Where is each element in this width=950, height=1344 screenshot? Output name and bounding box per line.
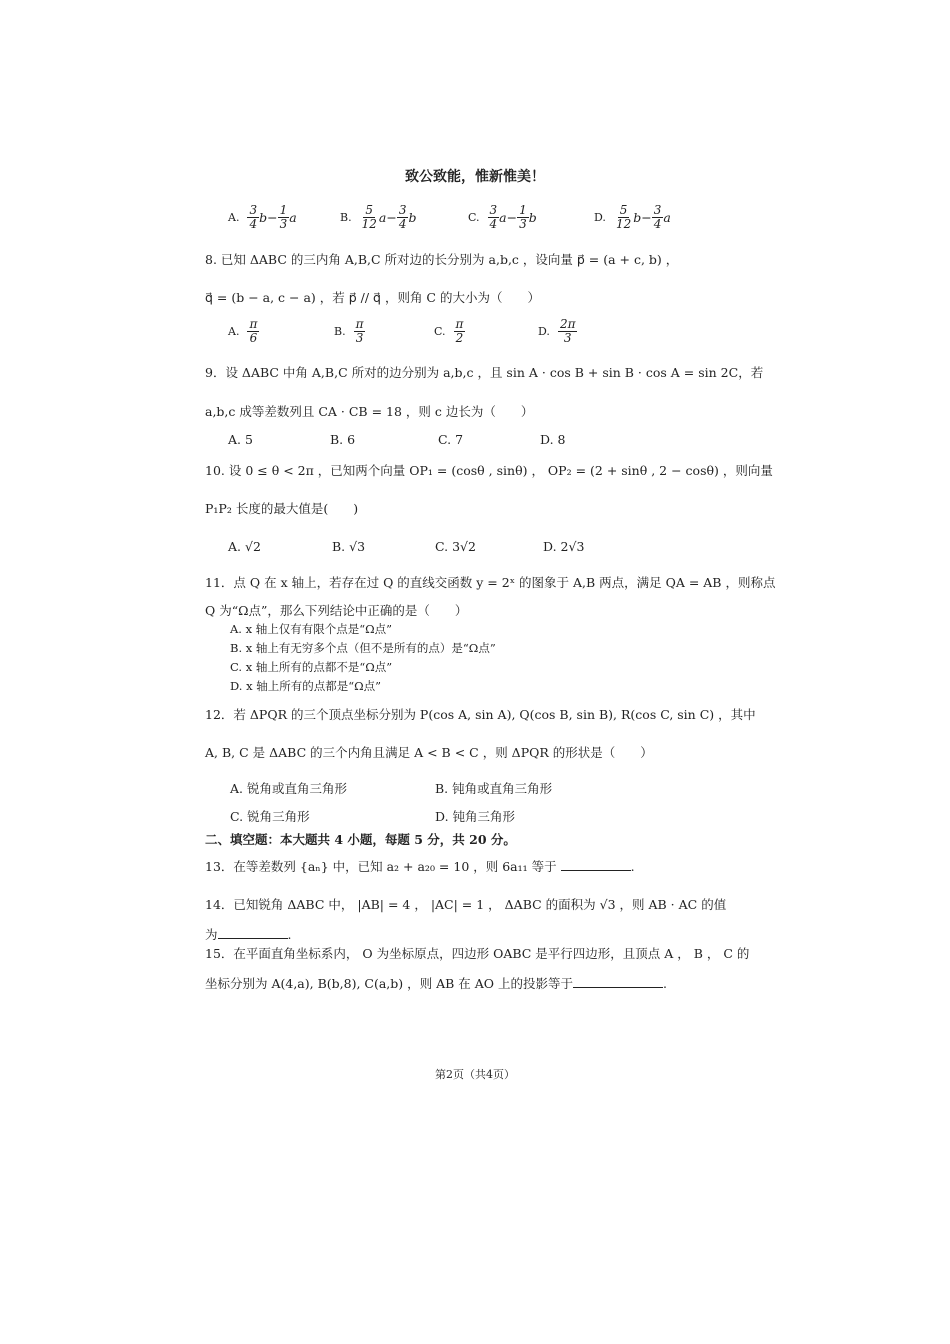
q9-option-a: A. 5 [228, 432, 253, 447]
section-2-heading: 二、填空题：本大题共 4 小题，每题 5 分，共 20 分。 [205, 832, 516, 847]
q9-line-2: a,b,c 成等差数列且 CA · CB = 18 ，则 c 边长为（ ） [205, 404, 534, 419]
q11-line-2: Q 为“Ω点”，那么下列结论中正确的是（ ） [205, 603, 468, 618]
q15-line-2: 坐标分别为 A(4,a), B(b,8), C(a,b) ，则 AB 在 AO 上的投影等于 . [205, 976, 667, 991]
page-footer: 第2页（共4页） [435, 1068, 515, 1081]
q12-option-b: B. 钝角或直角三角形 [435, 781, 553, 796]
q10-line-1: 10. 设 0 ≤ θ < 2π ，已知两个向量 OP₁ = (cosθ , sinθ) ， OP₂ = (2 + sinθ , 2 − cosθ) ，则向量 [205, 463, 773, 478]
q9-option-c: C. 7 [438, 432, 464, 447]
q11-line-1: 11．点 Q 在 x 轴上，若存在过 Q 的直线交函数 y = 2ˣ 的图象于 A,B 两点，满足 QA = AB ，则称点 [205, 575, 776, 590]
q8-line-1: 8. 已知 ΔABC 的三内角 A,B,C 所对边的长分别为 a,b,c ，设向量 p⃗ = (a + c, b) ， [205, 252, 679, 267]
q8-option-d: D. $\frac{2\pi}{3}$ [538, 317, 576, 345]
q7-option-b: B. $\frac{5}{12}$ a − $\frac{3}{4}$ b [340, 203, 417, 231]
q14-line-2: 为 . [205, 927, 292, 942]
q15-answer-blank[interactable] [573, 975, 663, 988]
q10-option-a: A. √2 [228, 539, 261, 554]
q8-option-c: C. $\frac{\pi}{2}$ [434, 317, 464, 345]
q11-option-b: B. x 轴上有无穷多个点（但不是所有的点）是“Ω点” [230, 641, 496, 655]
q10-option-b: B. √3 [332, 539, 366, 554]
q9-option-b: B. 6 [330, 432, 356, 447]
q8-options [228, 318, 748, 358]
q12-option-c: C. 锐角三角形 [230, 809, 310, 824]
q15-line-1: 15．在平面直角坐标系内， O 为坐标原点，四边形 OABC 是平行四边形，且顶点 A ， B ， C 的 [205, 946, 750, 961]
page-header: 致公致能，惟新惟美！ [405, 169, 545, 185]
q10-line-2: P₁P₂ 长度的最大值是( ) [205, 501, 359, 516]
q10-option-d: D. 2√3 [543, 539, 585, 554]
q8-option-b: B. $\frac{\pi}{3}$ [334, 317, 364, 345]
q12-line-2: A, B, C 是 ΔABC 的三个内角且满足 A < B < C ，则 ΔPQR 的形状是（ ） [205, 745, 653, 760]
q7-options [228, 204, 748, 244]
q9-line-1: 9．设 ΔABC 中角 A,B,C 所对的边分别为 a,b,c ，且 sin A · cos B + sin B · cos A = sin 2C，若 [205, 365, 764, 380]
q12-line-1: 12．若 ΔPQR 的三个顶点坐标分别为 P(cos A, sin A), Q(cos B, sin B), R(cos C, sin C) ，其中 [205, 707, 756, 722]
q8-line-2: q⃗ = (b − a, c − a) ，若 p⃗ // q⃗ ，则角 C 的大小为（ ） [205, 290, 540, 305]
q11-option-a: A. x 轴上仅有有限个点是“Ω点” [230, 622, 393, 636]
q12-option-d: D. 钝角三角形 [435, 809, 516, 824]
q9-option-d: D. 8 [540, 432, 566, 447]
q13-line: 13．在等差数列 {aₙ} 中，已知 a₂ + a₂₀ = 10 ，则 6a₁₁ 等于 . [205, 859, 635, 874]
q14-answer-blank[interactable] [218, 926, 288, 939]
q12-option-a: A. 锐角或直角三角形 [230, 781, 348, 796]
q7-option-d: D. $\frac{5}{12}$ b − $\frac{3}{4}$ a [594, 203, 671, 231]
q7-option-c: C. $\frac{3}{4}$ a − $\frac{1}{3}$ b [468, 203, 537, 231]
q10-option-c: C. 3√2 [435, 539, 476, 554]
q8-option-a: A. $\frac{\pi}{6}$ [228, 317, 258, 345]
q14-line-1: 14．已知锐角 ΔABC 中， |AB| = 4 ， |AC| = 1 ， ΔABC 的面积为 √3 ，则 AB · AC 的值 [205, 897, 727, 912]
q7-option-a: A. $\frac{3}{4}$ b − $\frac{1}{3}$ a [228, 203, 297, 231]
q13-answer-blank[interactable] [561, 858, 631, 871]
q11-option-c: C. x 轴上所有的点都不是“Ω点” [230, 660, 393, 674]
q11-option-d: D. x 轴上所有的点都是“Ω点” [230, 679, 382, 693]
